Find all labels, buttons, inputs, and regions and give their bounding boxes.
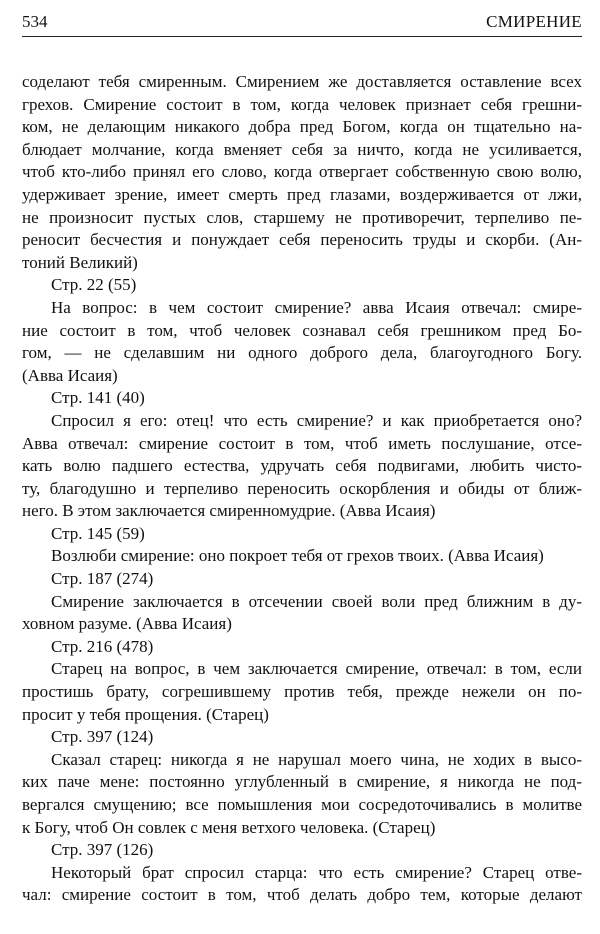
text-line: удерживает зрение, имеет смерть пред глазами, воздерживается от лжи, [22,184,582,204]
text-line: (Авва Исаия) [22,365,118,385]
text-line: Возлюби смирение: оно покроет тебя от грехов твоих. (Авва Исаия) [51,546,544,566]
quote-paragraph [22,71,582,274]
page-number: 534 [22,12,48,31]
text-line: Смирение заключается в отсечении своей воли пред ближним в ду- [51,591,582,611]
running-title: СМИРЕНИЕ [486,12,582,31]
text-line: просит у тебя прощения. (Старец) [22,704,269,724]
text-line: грехов. Смирение состоит в том, когда человек признает себя грешни- [22,94,582,114]
text-line: ние состоит в том, чтоб человек сознавал себя грешником пред Бо- [22,320,582,340]
page-reference: Стр. 141 (40) [51,388,145,408]
text-line: вергался смущению; все помышления мои сосредоточивались в молитве [22,795,582,814]
text-line: На вопрос: в чем состоит смирение? авва Исаия отвечал: смире- [51,297,582,317]
text-line: него. В этом заключается смиренномудрие. (Авва Исаия) [22,501,436,521]
quote-paragraph [22,297,582,387]
text-line: Старец на вопрос, в чем заключается смирение, отвечал: в том, если [51,659,582,679]
text-line: чал: смирение состоит в том, чтоб делать добро тем, которые делают [22,885,582,905]
text-line: Сказал старец: никогда я не нарушал моего чина, не ходих в высо- [51,749,582,769]
page-body [22,71,582,907]
quote-paragraph [22,545,582,568]
page-reference: Стр. 22 (55) [51,275,137,295]
text-line: Авва отвечал: смирение состоит в том, чтоб иметь послушание, отсе- [22,433,582,453]
quote-paragraph [22,591,582,636]
text-line: гом, — не сделавшим ни одного доброго дела, благоугодного Богу. [22,343,582,363]
quote-paragraph [22,862,582,907]
text-line: ховном разуме. (Авва Исаия) [22,614,232,634]
page-header [22,8,582,37]
text-line: реносит бесчестия и понуждает себя переносить труды и скорби. (Ан- [22,230,582,250]
text-line: Спросил я его: отец! что есть смирение? и как приобретается оно? [51,410,582,430]
text-line: ком, не делающим никакого добра пред Богом, когда он тщательно на- [22,117,582,137]
text-line: соделают тебя смиренным. Смирением же доставляется оставление всех [22,72,582,91]
text-line: ту, благодушно и терпеливо переносить оскорбления и обиды от ближ- [22,478,582,498]
page-reference: Стр. 397 (124) [51,727,154,747]
page-reference: Стр. 397 (126) [51,840,154,860]
page-reference: Стр. 187 (274) [51,569,154,589]
text-line: Некоторый брат спросил старца: что есть смирение? Старец отве- [51,862,582,882]
text-line: простишь брату, согрешившему против тебя, прежде нежели он по- [22,682,582,702]
quote-paragraph [22,658,582,726]
page-reference: Стр. 216 (478) [51,636,154,656]
page-reference: Стр. 145 (59) [51,523,145,543]
text-line: блюдает молчание, когда вменяет себя за ничто, когда не усиливается, [22,139,582,159]
text-line: чтоб кто-либо принял его слово, когда отвергает собственную свою волю, [22,162,582,182]
text-line: к Богу, чтоб Он совлек с меня ветхого человека. (Старец) [22,817,436,837]
text-line: кать волю падшего естества, удручать себя подвигами, любить чисто- [22,456,582,476]
text-line: не произносит пустых слов, старшему не противоречит, терпеливо пе- [22,207,582,227]
text-line: ких паче мене: постоянно углубленный в смирение, я никогда не под- [22,772,582,792]
quote-paragraph [22,410,582,523]
text-line: тоний Великий) [22,252,138,272]
quote-paragraph [22,749,582,839]
